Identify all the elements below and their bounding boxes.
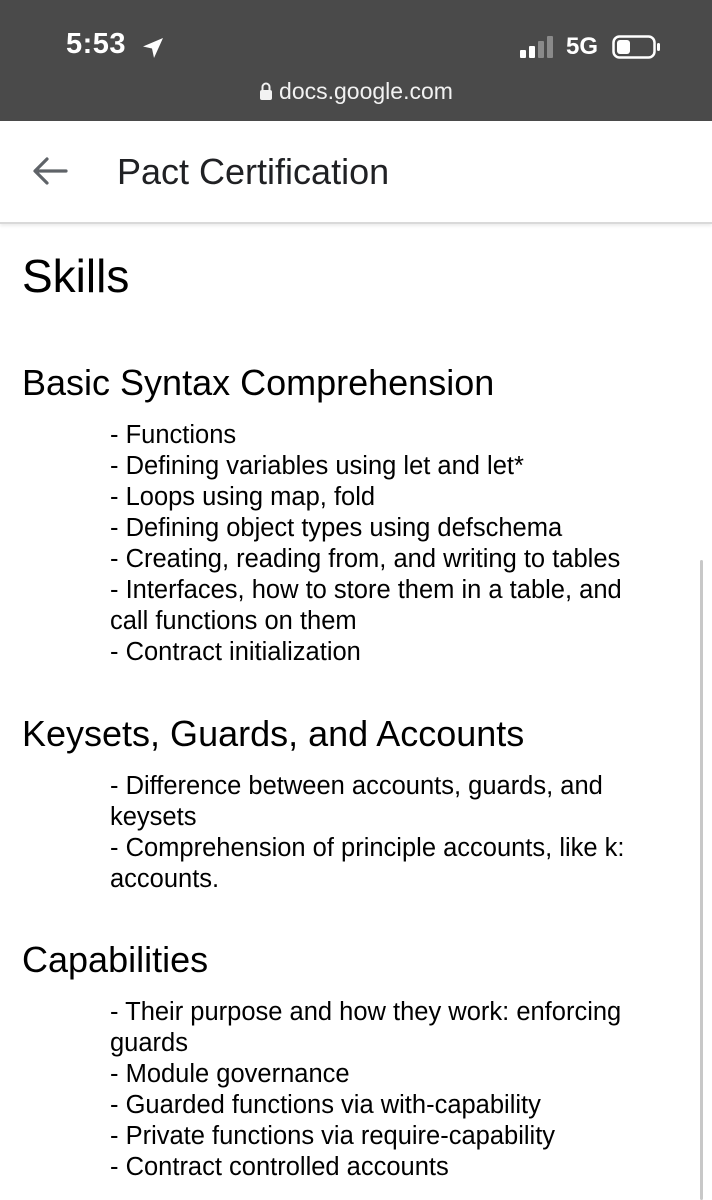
status-bar	[0, 0, 712, 121]
scrollbar[interactable]	[700, 560, 703, 1200]
list-item: - Difference between accounts, guards, and keysets	[110, 772, 603, 831]
document-body	[0, 224, 712, 1200]
location-arrow-icon	[141, 36, 165, 60]
clock-time: 5:53	[66, 28, 127, 60]
list-item: - Creating, reading from, and writing to tables	[110, 545, 621, 573]
list-item: - Interfaces, how to store them in a table, and call functions on them	[110, 576, 622, 635]
app-bar	[0, 121, 712, 224]
section-title: Keysets, Guards, and Accounts	[22, 713, 525, 754]
list-item: - Defining variables using let and let*	[110, 452, 524, 480]
list-item: - Functions	[110, 421, 237, 449]
section-title: Capabilities	[22, 939, 209, 980]
list-item: - Guarded functions via with-capability	[110, 1091, 541, 1119]
url-text: docs.google.com	[279, 78, 453, 104]
network-type: 5G	[566, 33, 599, 60]
lock-icon	[259, 82, 273, 100]
list-item: - Contract controlled accounts	[110, 1153, 449, 1181]
document-title: Pact Certification	[117, 151, 390, 192]
list-item: - Contract initialization	[110, 638, 361, 666]
back-arrow-icon[interactable]	[32, 156, 68, 186]
list-item: - Loops using map, fold	[110, 483, 376, 511]
cellular-signal-icon	[520, 36, 558, 58]
bullet-list	[110, 771, 690, 895]
list-item: - Private functions via require-capability	[110, 1122, 556, 1150]
bullet-list	[110, 997, 690, 1183]
section-title: Basic Syntax Comprehension	[22, 362, 495, 403]
url-bar[interactable]	[0, 78, 712, 105]
bullet-list	[110, 420, 690, 668]
page-heading: Skills	[22, 250, 130, 302]
list-item: - Module governance	[110, 1060, 350, 1088]
list-item: - Defining object types using defschema	[110, 514, 563, 542]
battery-icon	[612, 35, 662, 59]
list-item: - Comprehension of principle accounts, like k: accounts.	[110, 834, 625, 893]
list-item: - Their purpose and how they work: enforcing guards	[110, 998, 622, 1057]
